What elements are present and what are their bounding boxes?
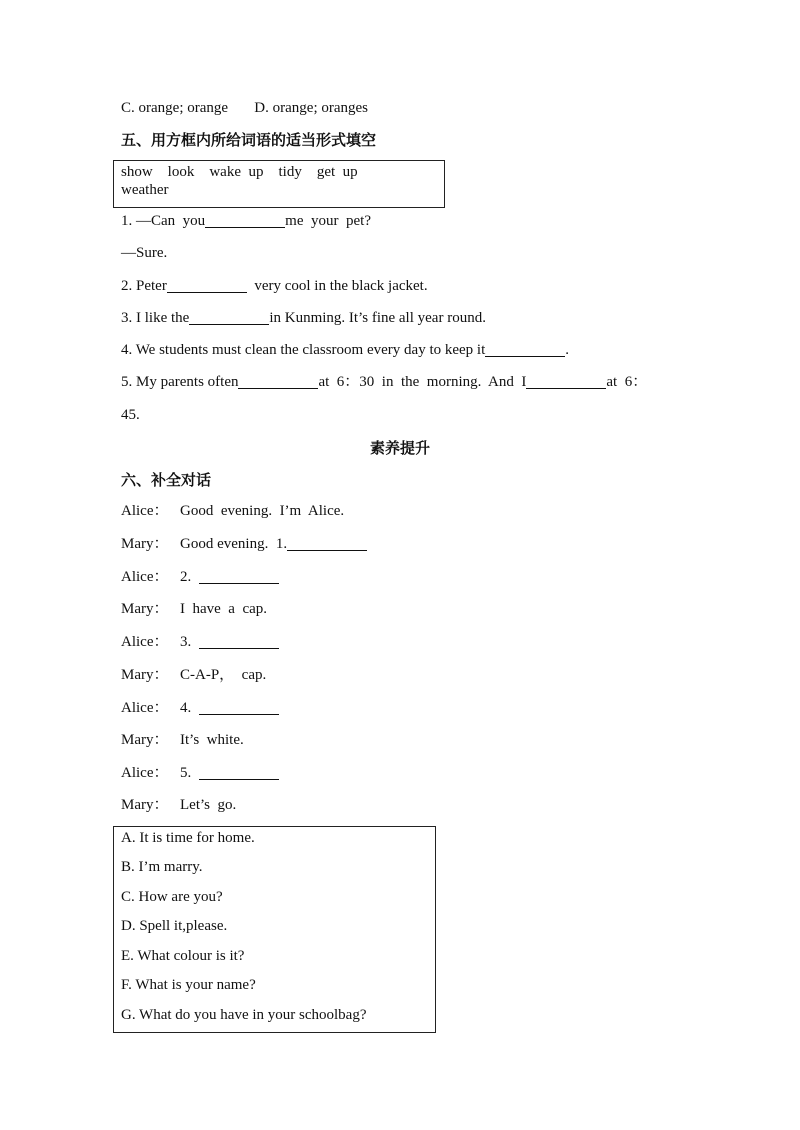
section5-title: 五、用方框内所给词语的适当形式填空 bbox=[121, 131, 377, 149]
dialogue-text: 2. bbox=[180, 569, 199, 585]
q4-blank[interactable] bbox=[485, 341, 565, 357]
word-box-line1: show look wake up tidy get up bbox=[121, 164, 358, 180]
dialogue-speaker: Alice： bbox=[121, 634, 169, 650]
dialogue-line bbox=[121, 665, 266, 685]
dialogue-line bbox=[121, 730, 244, 750]
top-options-line bbox=[121, 98, 368, 118]
q1-text-b: me your pet? bbox=[285, 213, 371, 229]
dialogue-blank-1[interactable] bbox=[287, 535, 367, 551]
dialogue-text: Good evening. I’m Alice. bbox=[180, 503, 345, 519]
dialogue-text: I have a cap. bbox=[180, 601, 268, 617]
question-1-reply: —Sure. bbox=[121, 245, 168, 261]
dialogue-blank-5[interactable] bbox=[199, 764, 279, 780]
q5-text-c: at 6： bbox=[606, 374, 648, 390]
question-3 bbox=[121, 308, 486, 328]
section6-title: 六、补全对话 bbox=[121, 471, 212, 489]
dialogue-speaker: Mary： bbox=[121, 667, 169, 683]
q3-blank[interactable] bbox=[189, 309, 269, 325]
q3-text-a: 3. I like the bbox=[121, 310, 190, 326]
dialogue-line bbox=[121, 501, 344, 521]
question-2 bbox=[121, 276, 428, 296]
dialogue-text: It’s white. bbox=[180, 732, 244, 748]
dialogue-line bbox=[121, 534, 367, 554]
center-heading: 素养提升 bbox=[369, 439, 430, 457]
q4-text-a: 4. We students must clean the classroom every day to keep it bbox=[121, 342, 486, 358]
dialogue-text: 4. bbox=[180, 700, 199, 716]
question-1 bbox=[121, 211, 371, 231]
dialogue-speaker: Alice： bbox=[121, 765, 169, 781]
q3-text-b: in Kunming. It’s fine all year round. bbox=[269, 310, 486, 326]
dialogue-blank-3[interactable] bbox=[199, 633, 279, 649]
option-f: F. What is your name? bbox=[121, 977, 256, 993]
dialogue-line bbox=[121, 567, 279, 587]
dialogue-text: 5. bbox=[180, 765, 199, 781]
dialogue-line bbox=[121, 599, 267, 619]
options-box bbox=[113, 826, 436, 1033]
dialogue-text: C-A-P， cap. bbox=[180, 667, 267, 683]
option-d: D. Spell it,please. bbox=[121, 918, 228, 934]
question-4 bbox=[121, 340, 569, 360]
dialogue-speaker: Alice： bbox=[121, 700, 169, 716]
q2-text-b: very cool in the black jacket. bbox=[246, 278, 428, 294]
dialogue-speaker: Mary： bbox=[121, 797, 169, 813]
option-b: B. I’m marry. bbox=[121, 859, 203, 875]
option-c: C. How are you? bbox=[121, 889, 223, 905]
dialogue-text: Let’s go. bbox=[180, 797, 237, 813]
option-e: E. What colour is it? bbox=[121, 948, 245, 964]
dialogue-line bbox=[121, 632, 279, 652]
word-box bbox=[113, 160, 445, 208]
dialogue-line bbox=[121, 698, 279, 718]
dialogue-speaker: Mary： bbox=[121, 536, 169, 552]
word-box-line2: weather bbox=[121, 182, 169, 198]
dialogue-blank-2[interactable] bbox=[199, 568, 279, 584]
dialogue-speaker: Alice： bbox=[121, 503, 169, 519]
q5-text-b: at 6：30 in the morning. And I bbox=[318, 374, 527, 390]
q5-blank-2[interactable] bbox=[526, 373, 606, 389]
q5-blank-1[interactable] bbox=[238, 373, 318, 389]
dialogue-line bbox=[121, 763, 279, 783]
q2-blank[interactable] bbox=[167, 277, 247, 293]
q1-blank[interactable] bbox=[205, 212, 285, 228]
question-5-continued: 45. bbox=[121, 407, 140, 423]
option-d: D. orange; oranges bbox=[254, 100, 369, 116]
q4-text-b: . bbox=[565, 342, 570, 358]
option-c: C. orange; orange bbox=[121, 100, 229, 116]
dialogue-speaker: Mary： bbox=[121, 601, 169, 617]
q2-text-a: 2. Peter bbox=[121, 278, 167, 294]
question-5 bbox=[121, 372, 647, 392]
dialogue-text: 3. bbox=[180, 634, 199, 650]
q5-text-a: 5. My parents often bbox=[121, 374, 239, 390]
dialogue-line bbox=[121, 795, 236, 815]
dialogue-speaker: Alice： bbox=[121, 569, 169, 585]
dialogue-blank-4[interactable] bbox=[199, 699, 279, 715]
dialogue-speaker: Mary： bbox=[121, 732, 169, 748]
option-a: A. It is time for home. bbox=[121, 830, 255, 846]
option-g: G. What do you have in your schoolbag? bbox=[121, 1007, 367, 1023]
dialogue-text: Good evening. 1. bbox=[180, 536, 288, 552]
q1-text-a: 1. —Can you bbox=[121, 213, 206, 229]
